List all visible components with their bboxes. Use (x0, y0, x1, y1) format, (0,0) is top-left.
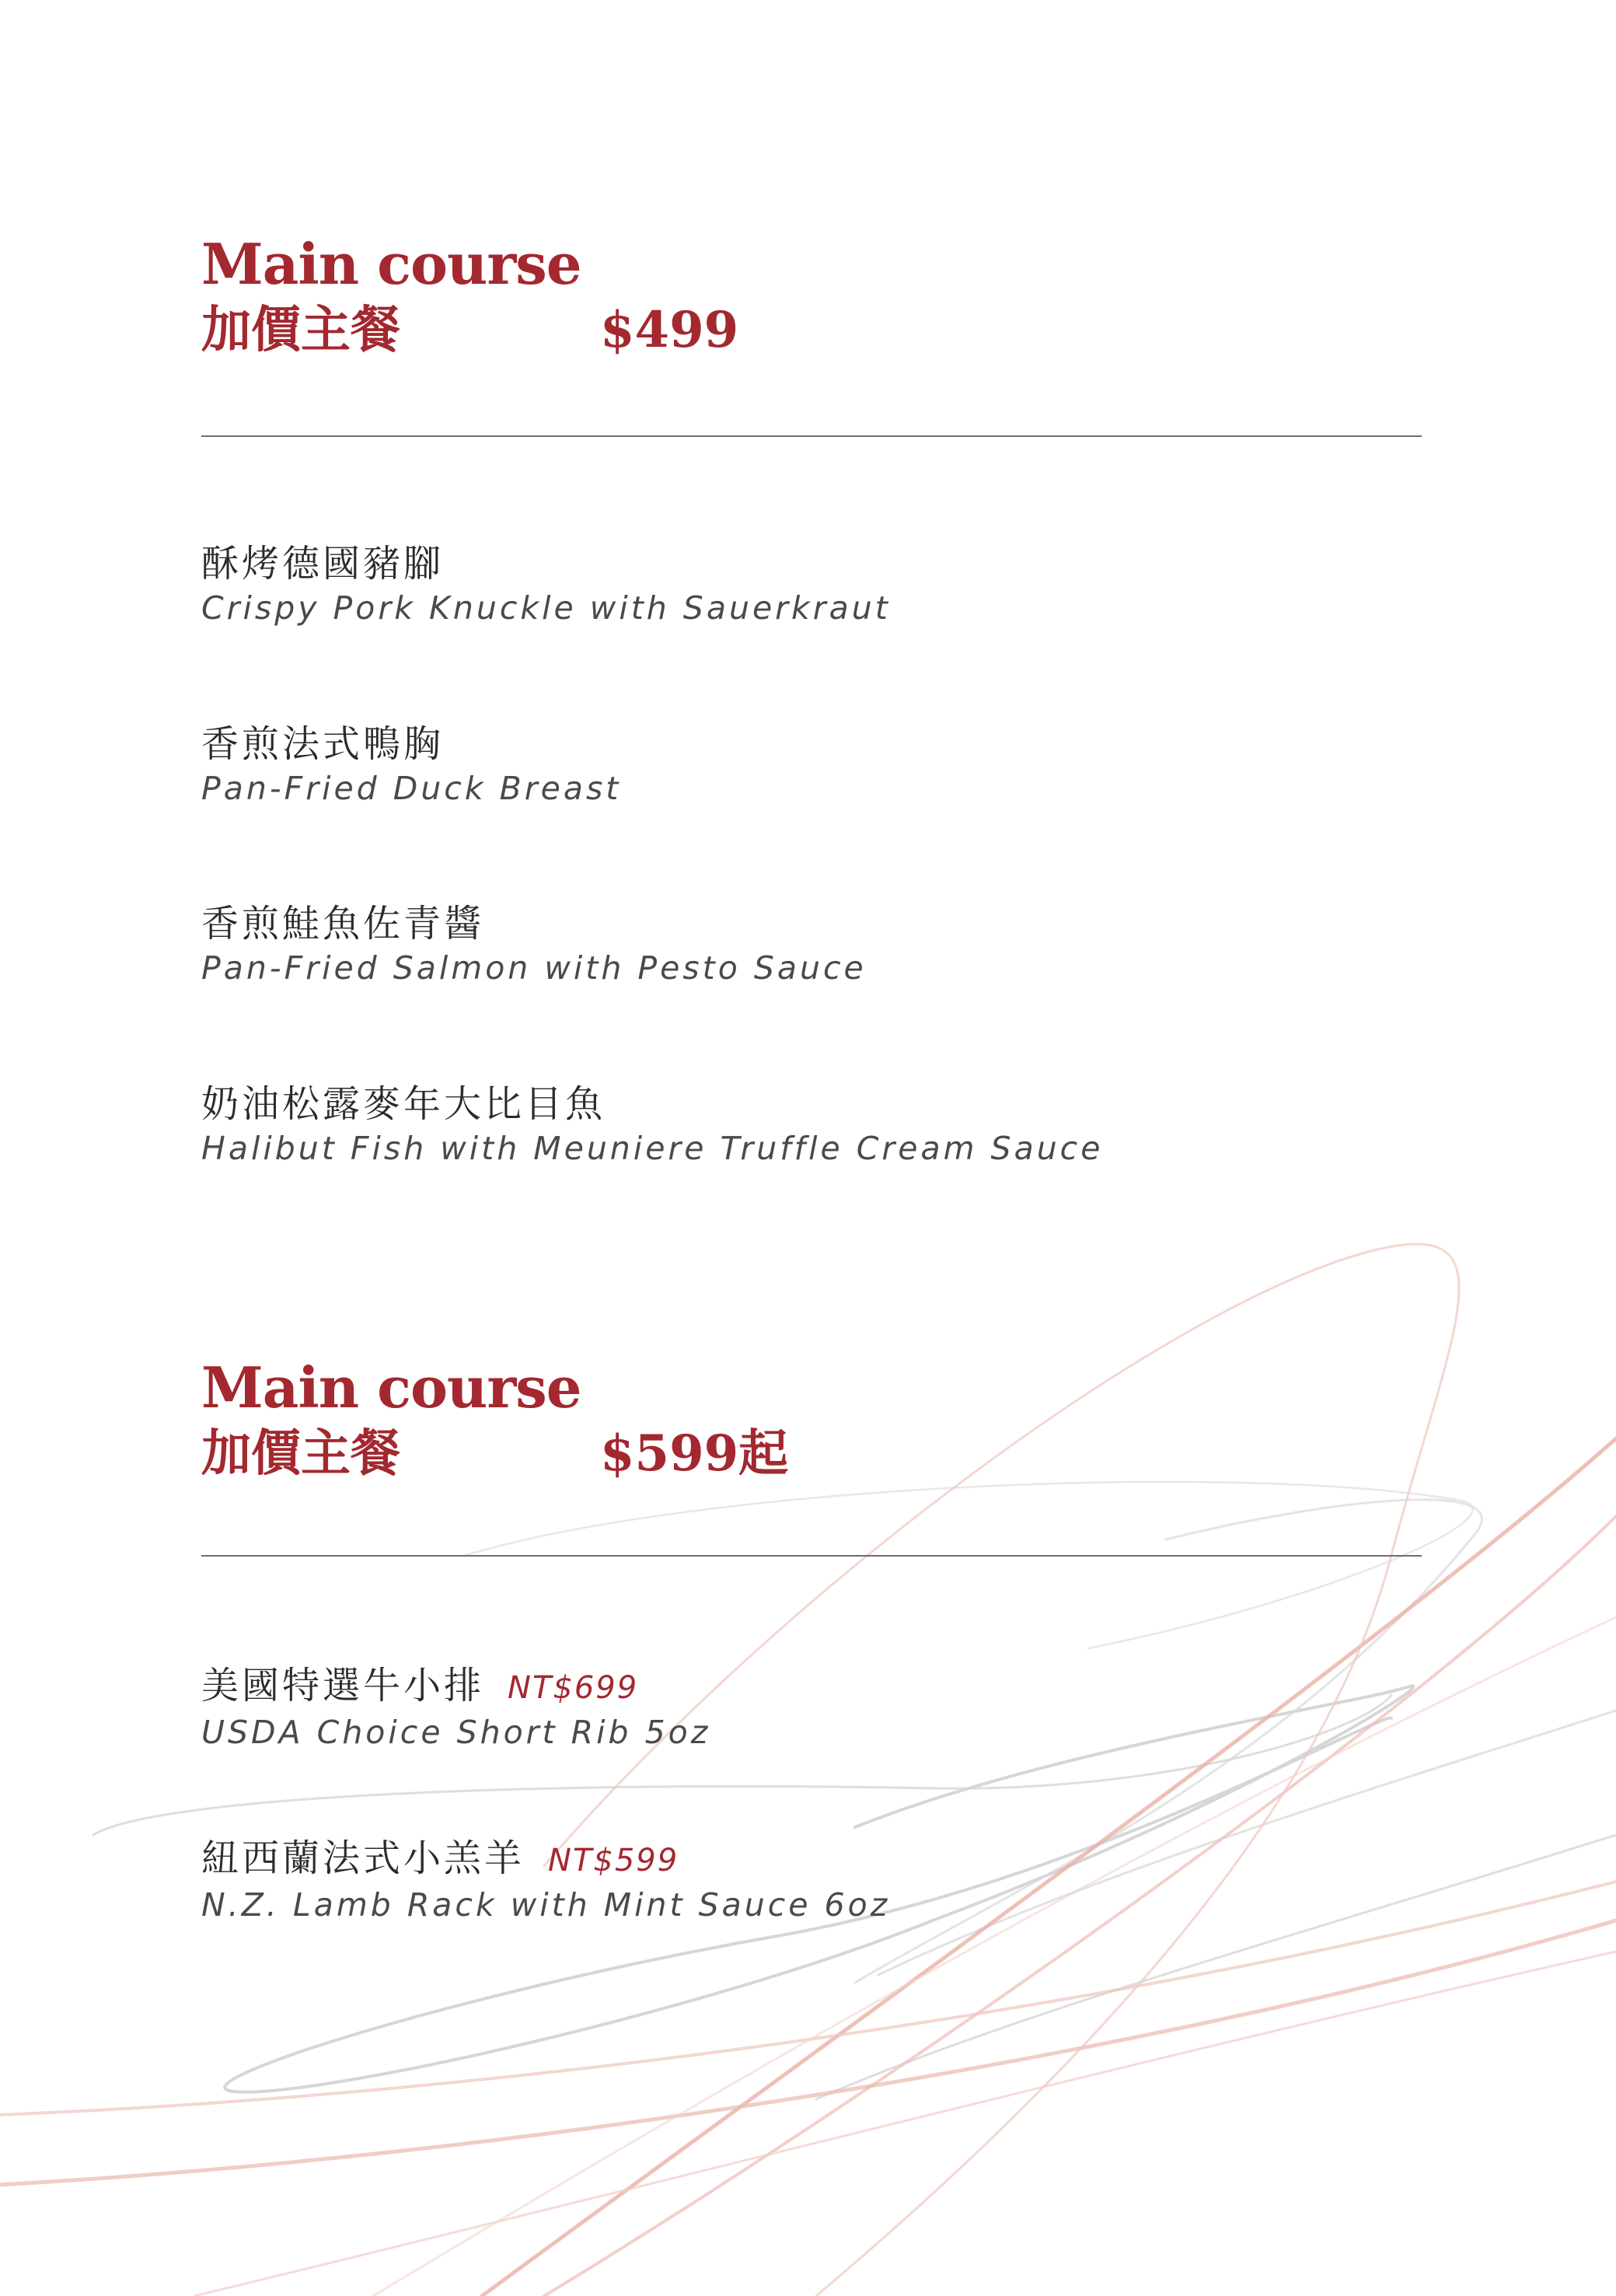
menu-item-name-en: Halibut Fish with Meuniere Truffle Cream Sauce (201, 1130, 1104, 1167)
menu-item (201, 1662, 710, 1753)
section-price: $599起 (600, 1424, 789, 1483)
menu-item (201, 540, 891, 629)
section-subtitle: 加價主餐 (201, 1424, 400, 1483)
menu-item (201, 1835, 890, 1926)
menu-item-name-zh: 美國特選牛小排 (201, 1664, 485, 1707)
menu-item (201, 721, 621, 809)
menu-item-price: NT$699 (508, 1670, 639, 1706)
menu-section (201, 231, 1422, 1167)
section-subtitle-row (201, 1419, 1422, 1489)
menu-item-name-en: Pan-Fried Salmon with Pesto Sauce (201, 949, 867, 987)
menu-item-name-zh: 奶油松露麥年大比目魚 (201, 1082, 606, 1126)
menu-item-name-en: Pan-Fried Duck Breast (201, 770, 622, 807)
menu-item-name-en: Crispy Pork Knuckle with Sauerkraut (201, 589, 891, 627)
menu-item-name-en: USDA Choice Short Rib 5oz (201, 1714, 711, 1751)
section-divider (201, 435, 1422, 437)
section-title: Main course (201, 231, 581, 297)
menu-item-name-zh: 香煎鮭魚佐青醬 (201, 902, 485, 945)
section-price: $499 (600, 301, 739, 359)
menu-item (201, 900, 867, 989)
menu-item-name-zh: 香煎法式鴨胸 (201, 722, 445, 766)
menu-item-name-zh: 酥烤德國豬腳 (201, 542, 445, 585)
section-subtitle: 加價主餐 (201, 301, 400, 359)
section-divider (201, 1555, 1422, 1557)
menu-item-name-zh: 紐西蘭法式小羔羊 (201, 1836, 525, 1880)
menu-item-name-en: N.Z. Lamb Rack with Mint Sauce 6oz (201, 1886, 891, 1924)
section-title: Main course (201, 1354, 581, 1421)
menu-item-price: NT$599 (548, 1843, 679, 1878)
section-subtitle-row (201, 295, 1422, 365)
menu-item (201, 1081, 1103, 1169)
menu-section (201, 1354, 1422, 1924)
